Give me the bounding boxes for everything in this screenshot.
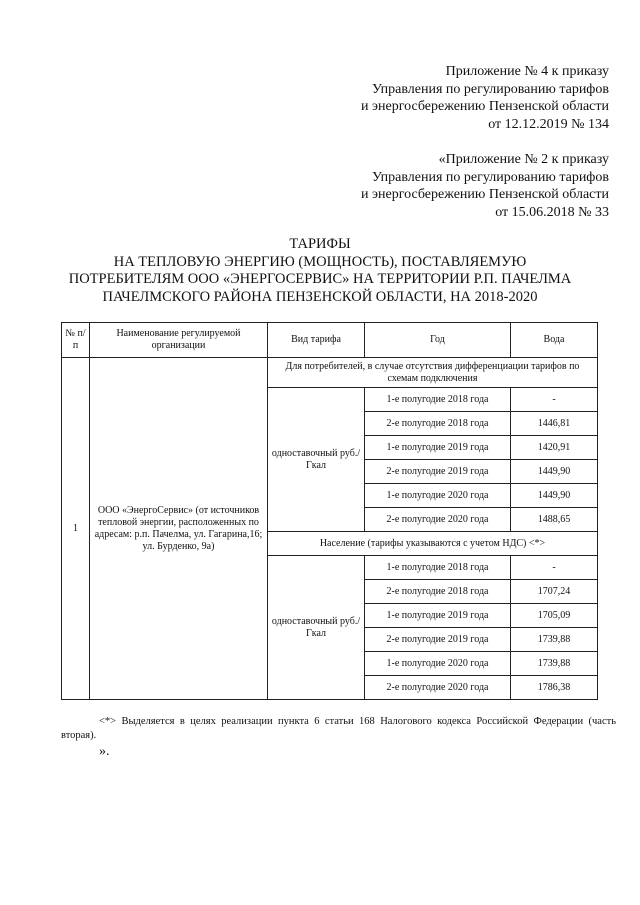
closing-quote: ». bbox=[99, 744, 110, 759]
period-cell: 1-е полугодие 2020 года bbox=[365, 484, 511, 508]
section-label: Население (тарифы указываются с учетом НДС) <*> bbox=[268, 532, 598, 556]
title-line: НА ТЕПЛОВУЮ ЭНЕРГИЮ (МОЩНОСТЬ), ПОСТАВЛЯЕМУЮ bbox=[113, 253, 527, 270]
period-cell: 2-е полугодие 2019 года bbox=[365, 628, 511, 652]
period-cell: 2-е полугодие 2018 года bbox=[365, 412, 511, 436]
title-line: ТАРИФЫ bbox=[289, 236, 351, 252]
value-cell: 1739,88 bbox=[511, 652, 598, 676]
appendix-line: Приложение № 4 к приказу bbox=[445, 64, 609, 79]
period-cell: 1-е полугодие 2019 года bbox=[365, 604, 511, 628]
appendix-line: от 15.06.2018 № 33 bbox=[495, 204, 609, 220]
document-title bbox=[0, 236, 640, 306]
value-cell: - bbox=[511, 556, 598, 580]
value-cell: 1739,88 bbox=[511, 628, 598, 652]
header-water: Вода bbox=[511, 323, 598, 358]
value-cell: 1707,24 bbox=[511, 580, 598, 604]
value-cell: 1488,65 bbox=[511, 508, 598, 532]
value-cell: 1449,90 bbox=[511, 460, 598, 484]
appendix-line: и энергосбережению Пензенской области bbox=[361, 99, 609, 114]
section-row bbox=[62, 358, 598, 388]
period-cell: 1-е полугодие 2019 года bbox=[365, 436, 511, 460]
header-type: Вид тарифа bbox=[268, 323, 365, 358]
header-org: Наименование регулируемой организации bbox=[90, 323, 268, 358]
tariff-type: одноставочный руб./Гкал bbox=[268, 556, 365, 700]
title-line: ПАЧЕЛМСКОГО РАЙОНА ПЕНЗЕНСКОЙ ОБЛАСТИ, НА 2018-2020 bbox=[102, 288, 538, 305]
footnote bbox=[61, 715, 616, 743]
header-year: Год bbox=[365, 323, 511, 358]
organization-name: ООО «ЭнергоСервис» (от источников тепловой энергии, расположенных по адресам: р.п. Пачелма, ул. Гагарина,16; ул. Бурденко, 9а) bbox=[90, 358, 268, 700]
tariff-type: одноставочный руб./Гкал bbox=[268, 388, 365, 532]
value-cell: 1446,81 bbox=[511, 412, 598, 436]
appendix-line: Управления по регулированию тарифов bbox=[371, 81, 609, 97]
appendix-line: и энергосбережению Пензенской области bbox=[361, 187, 609, 202]
section-label: Для потребителей, в случае отсутствия дифференциации тарифов по схемам подключения bbox=[268, 358, 598, 388]
value-cell: 1786,38 bbox=[511, 676, 598, 700]
appendix-line: от 12.12.2019 № 134 bbox=[488, 116, 609, 132]
value-cell: - bbox=[511, 388, 598, 412]
table-header-row bbox=[62, 323, 598, 358]
period-cell: 2-е полугодие 2019 года bbox=[365, 460, 511, 484]
period-cell: 2-е полугодие 2020 года bbox=[365, 508, 511, 532]
appendix-line: «Приложение № 2 к приказу bbox=[438, 152, 609, 167]
value-cell: 1449,90 bbox=[511, 484, 598, 508]
value-cell: 1705,09 bbox=[511, 604, 598, 628]
value-cell: 1420,91 bbox=[511, 436, 598, 460]
period-cell: 2-е полугодие 2020 года bbox=[365, 676, 511, 700]
appendix-2-reference bbox=[361, 151, 609, 221]
period-cell: 1-е полугодие 2018 года bbox=[365, 556, 511, 580]
appendix-4-reference bbox=[361, 63, 609, 133]
title-line: ПОТРЕБИТЕЛЯМ ООО «ЭНЕРГОСЕРВИС» НА ТЕРРИТОРИИ Р.П. ПАЧЕЛМА bbox=[68, 271, 572, 287]
footnote-text: <*> Выделяется в целях реализации пункта 6 статьи 168 Налогового кодекса Российской Федерации (часть вторая). bbox=[61, 716, 616, 741]
row-number: 1 bbox=[62, 358, 90, 700]
tariff-table bbox=[61, 322, 598, 700]
header-num: № п/п bbox=[62, 323, 90, 358]
period-cell: 1-е полугодие 2020 года bbox=[365, 652, 511, 676]
period-cell: 1-е полугодие 2018 года bbox=[365, 388, 511, 412]
period-cell: 2-е полугодие 2018 года bbox=[365, 580, 511, 604]
appendix-line: Управления по регулированию тарифов bbox=[371, 169, 609, 185]
